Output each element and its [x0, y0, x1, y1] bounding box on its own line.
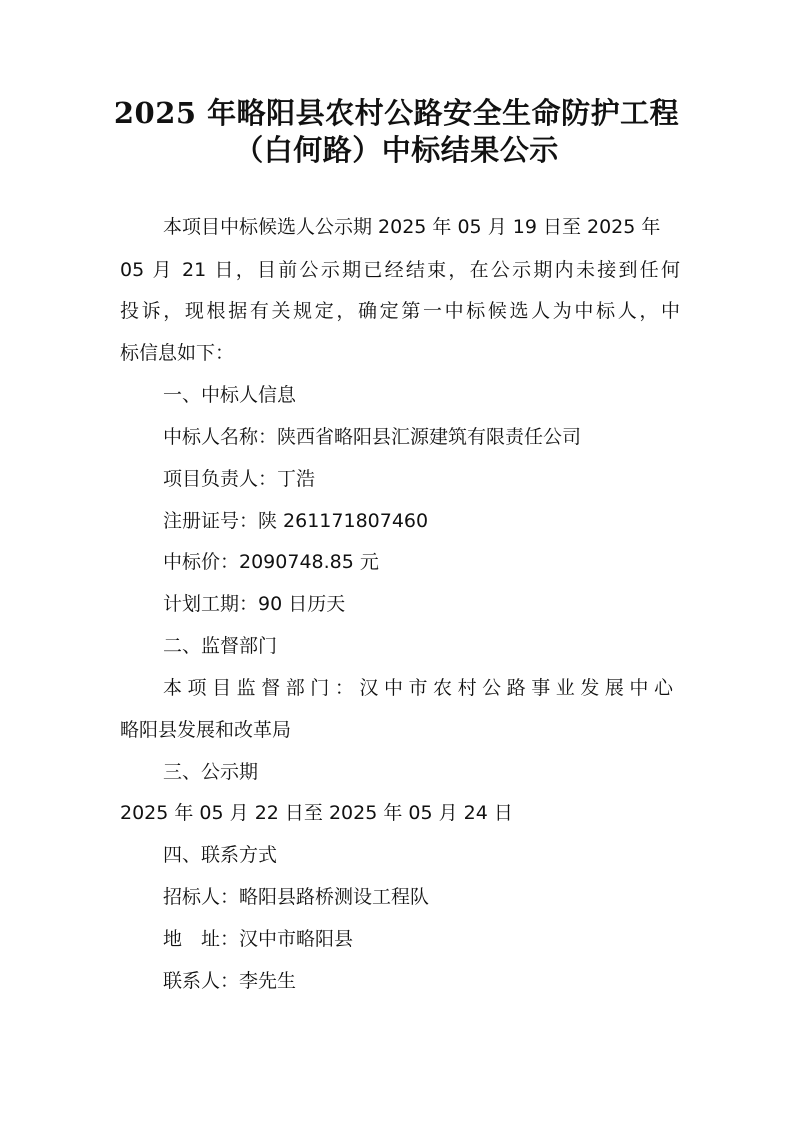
section4-heading: 四、联系方式 — [163, 844, 278, 866]
planned-duration: 计划工期：90 日历天 — [163, 593, 346, 615]
supervision-line2: 略阳县发展和改革局 — [120, 719, 292, 741]
address: 地 址：汉中市略阳县 — [163, 928, 354, 950]
document-title-line1: 2025 年略阳县农村公路安全生命防护工程 — [113, 96, 680, 130]
section1-heading: 一、中标人信息 — [163, 384, 297, 406]
tenderer: 招标人：略阳县路桥测设工程队 — [163, 886, 430, 908]
supervision-line1: 本项目监督部门：汉中市农村公路事业发展中心 — [163, 677, 673, 699]
intro-paragraph-line4: 标信息如下： — [120, 342, 235, 364]
publicity-period: 2025 年 05 月 22 日至 2025 年 05 月 24 日 — [120, 802, 513, 824]
intro-paragraph-line2: 05 月 21 日，目前公示期已经结束，在公示期内未接到任何 — [120, 259, 680, 281]
intro-paragraph-line1: 本项目中标候选人公示期 2025 年 05 月 19 日至 2025 年 — [163, 216, 661, 238]
document-title-line2: （白何路）中标结果公示 — [234, 133, 559, 167]
section2-heading: 二、监督部门 — [163, 635, 278, 657]
registration-number: 注册证号：陕 261171807460 — [163, 510, 429, 532]
project-manager: 项目负责人：丁浩 — [163, 468, 316, 490]
contact-person: 联系人：李先生 — [163, 970, 297, 992]
winning-price: 中标价：2090748.85 元 — [163, 551, 379, 573]
section3-heading: 三、公示期 — [163, 761, 259, 783]
intro-paragraph-line3: 投诉，现根据有关规定，确定第一中标候选人为中标人，中 — [120, 300, 680, 322]
winner-name: 中标人名称：陕西省略阳县汇源建筑有限责任公司 — [163, 426, 582, 448]
